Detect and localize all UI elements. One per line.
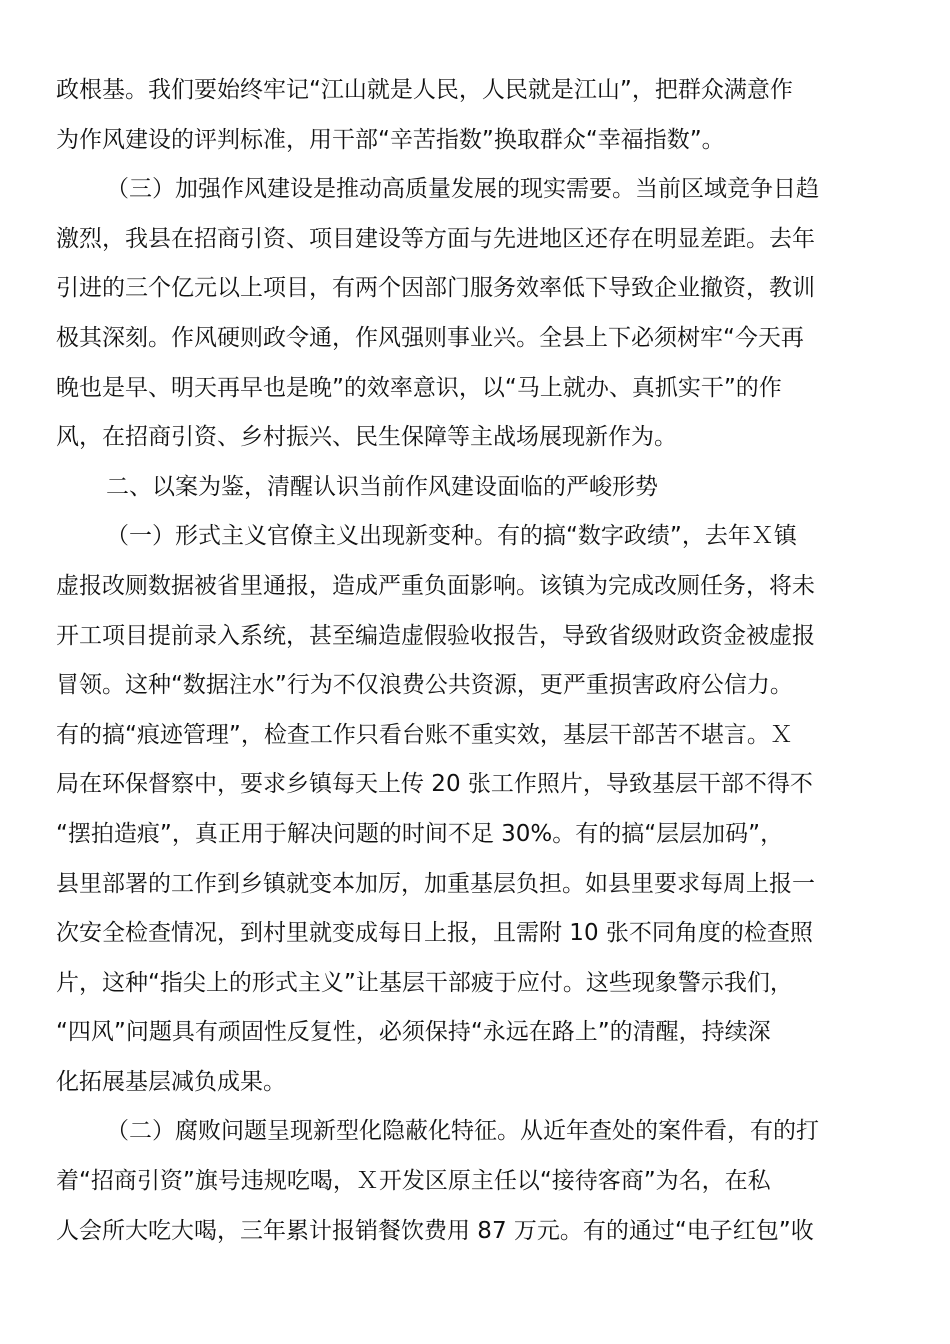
text-line: 为作风建设的评判标准，用干部“辛苦指数”换取群众“幸福指数”。 (56, 126, 725, 153)
text-line: 开工项目提前录入系统，甚至编造虚假验收报告，导致省级财政资金被虚报 (56, 622, 815, 649)
text-line: 片，这种“指尖上的形式主义”让基层干部疲于应付。这些现象警示我们， (56, 969, 793, 996)
text-line: 有的搞“痕迹管理”，检查工作只看台账不重实效，基层干部苦不堪言。Ｘ (56, 721, 793, 748)
text-line: 次安全检查情况，到村里就变成每日上报，且需附 10 张不同角度的检查照 (56, 920, 813, 947)
text-line: 人会所大吃大喝，三年累计报销餐饮费用 87 万元。有的通过“电子红包”收 (56, 1217, 814, 1244)
text-line: 政根基。我们要始终牢记“江山就是人民，人民就是江山”，把群众满意作 (56, 77, 793, 103)
text-line: 引进的三个亿元以上项目，有两个因部门服务效率低下导致企业撤资，教训 (56, 275, 815, 302)
text-line: 着“招商引资”旗号违规吃喝，Ｘ开发区原主任以“接待客商”为名，在私 (56, 1168, 771, 1195)
document-body (56, 66, 894, 1256)
text-line: 晚也是早、明天再早也是晚”的效率意识，以“马上就办、真抓实干”的作 (56, 374, 782, 401)
paragraph-start-line: （一）形式主义官僚主义出现新变种。有的搞“数字政绩”，去年Ｘ镇 (106, 523, 797, 550)
text-line: 冒领。这种“数据注水”行为不仅浪费公共资源，更严重损害政府公信力。 (56, 672, 793, 699)
text-line: “摆拍造痕”，真正用于解决问题的时间不足 30%。有的搞“层层加码”， (56, 820, 784, 847)
text-line: 局在环保督察中，要求乡镇每天上传 20 张工作照片，导致基层干部不得不 (56, 771, 813, 798)
text-line: 风，在招商引资、乡村振兴、民生保障等主战场展现新作为。 (56, 424, 677, 451)
text-line: 化拓展基层减负成果。 (56, 1068, 286, 1095)
text-line: “四风”问题具有顽固性反复性，必须保持“永远在路上”的清醒，持续深 (56, 1019, 771, 1046)
paragraph-start-line: （二）腐败问题呈现新型化隐蔽化特征。从近年查处的案件看，有的打 (106, 1118, 819, 1145)
text-line: 虚报改厕数据被省里通报，造成严重负面影响。该镇为完成改厕任务，将未 (56, 572, 815, 599)
text-line: 极其深刻。作风硬则政令通，作风强则事业兴。全县上下必须树牢“今天再 (56, 324, 804, 351)
text-line: 县里部署的工作到乡镇就变本加厉，加重基层负担。如县里要求每周上报一 (56, 870, 815, 897)
paragraph-start-line: （三）加强作风建设是推动高质量发展的现实需要。当前区域竞争日趋 (106, 176, 819, 203)
text-line: 激烈，我县在招商引资、项目建设等方面与先进地区还存在明显差距。去年 (56, 225, 815, 252)
section-heading: 二、以案为鉴，清醒认识当前作风建设面临的严峻形势 (106, 473, 658, 500)
